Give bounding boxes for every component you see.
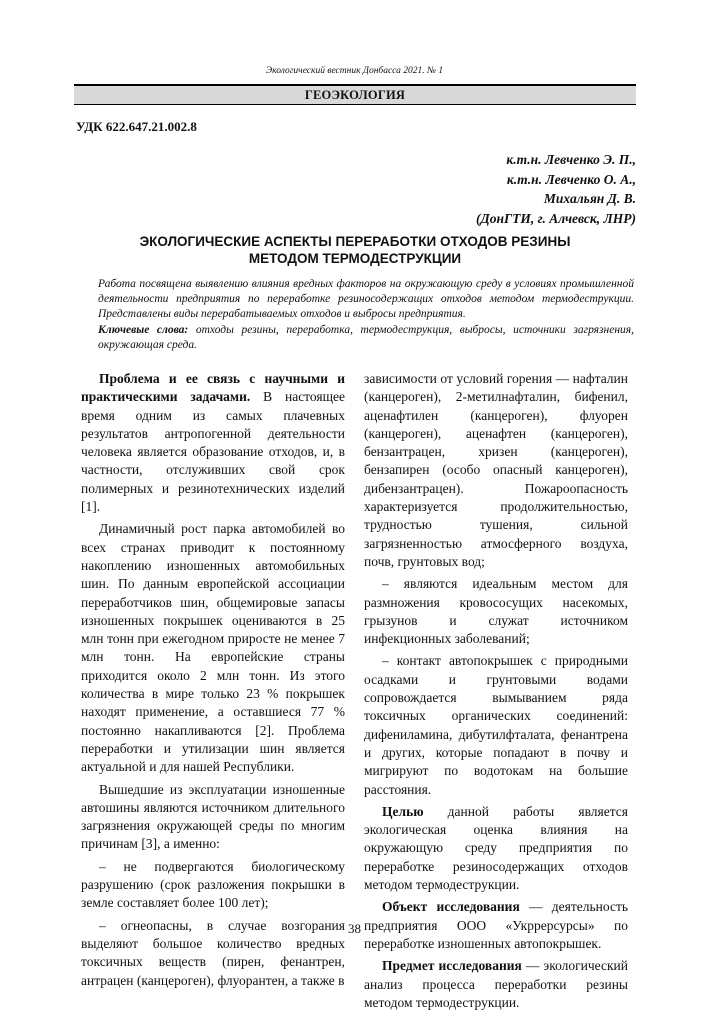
abstract: Работа посвящена выявлению влияния вредных факторов на окружающую среду в условиях промышленной деятельности предприятия по переработке резиносодержащих отходов методом термодеструкции. Представлены виды перерабатываемых отходов и выбросы предприятия. [98, 278, 634, 321]
page-number: 38 [348, 921, 361, 936]
paragraph-text: данной работы является экологическая оценка влияния на окружающую среду предприятия по переработке резиносодержащих отходов методом термодеструкции. [364, 803, 628, 893]
keywords-label: Ключевые слова: [98, 324, 189, 336]
paragraph: зависимости от условий горения — нафталин (канцероген), 2-метилнафталин, бифенил, аценафтилен (канцероген), флуорен (канцероген), аценафтен (канцероген), бензантрацен, хризен (канцероген), бензапирен (особо опасный канцероген), дибензантрацен). Пожароопасность характеризуется продолжительностью, трудностью тушения, сильной загрязненностью атмосферного воздуха, почв, грунтовых вод; [364, 371, 628, 569]
left-column [81, 370, 345, 994]
title-line: ЭКОЛОГИЧЕСКИЕ АСПЕКТЫ ПЕРЕРАБОТКИ ОТХОДОВ РЕЗИНЫ [139, 234, 571, 249]
paragraph-text: В настоящее время одним из самых плачевных результатов антропогенной деятельности человека является образование отходов, и, в частности, отслуживших свой срок полимерных и резинотехнических изделий [1]. [81, 389, 345, 515]
journal-header: Экологический вестник Донбасса 2021. № 1 [265, 66, 444, 76]
affiliation: (ДонГТИ, г. Алчевск, ЛНР) [476, 210, 636, 226]
paragraph: – огнеопасны, в случае возгорания выделяют большое количество вредных токсичных веществ (пирен, фенантрен, антрацен (канцероген), флуорантен, а также в [81, 917, 345, 988]
paragraph-heading: Объект исследования [382, 899, 520, 915]
keywords [98, 323, 634, 353]
article-title [74, 233, 636, 267]
udk-code: УДК 622.647.21.002.8 [76, 119, 197, 134]
author-line: к.т.н. Левченко О. А., [506, 171, 636, 187]
paragraph: – не подвергаются биологическому разрушению (срок разложения покрышки в земле составляет более 100 лет); [81, 858, 345, 911]
section-heading: ГЕОЭКОЛОГИЯ [74, 86, 636, 104]
paragraph-heading: Проблема и ее связь с научными и практическими задачами. [81, 371, 345, 405]
paragraph-text: — экологический анализ процесса переработки резины методом термодеструкции. [364, 958, 629, 1010]
paragraph-text: — деятельность предприятия ООО «Укррерсурсы» по переработке изношенных автопокрышек. [364, 899, 628, 951]
paragraph: – контакт автопокрышек с природными осадками и грунтовыми водами сопровождается вымыванием ряда токсичных органических соединений: дифениламина, дибутилфталата, фенантрена и других, которые попадают в почву и мигрируют по водотокам на большие расстояния. [364, 653, 628, 797]
paragraph: – являются идеальным местом для размножения кровососущих насекомых, грызунов и служат источником инфекционных заболеваний; [364, 576, 628, 647]
paragraph-heading: Предмет исследования [382, 958, 522, 974]
paragraph [364, 803, 628, 894]
paragraph: Динамичный рост парка автомобилей во всех странах приводит к постоянному накоплению изношенных автомобильных шин. По данным европейской ассоциации переработчиков шин, общемировые запасы изношенных покрышек оцениваются в 25 млн тонн при ежегодном приросте не менее 7 млн тонн. На европейские страны приходится около 2 млн тонн. Из этого количества в мире только 23 % покрышек находят применение, а оставшиеся 77 % постоянно накапливаются [2]. Проблема переработки и утилизации шин является актуальной и для нашей Республики. [81, 521, 345, 775]
authors-block [476, 150, 636, 228]
right-column [364, 370, 628, 1016]
bottom-rule [74, 104, 636, 105]
paragraph: Вышедшие из эксплуатации изношенные автошины являются источником длительного загрязнения окружающей среды по многим причинам [3], а именно: [81, 781, 345, 852]
paragraph-heading: Целью [382, 803, 424, 819]
author-line: к.т.н. Левченко Э. П., [506, 152, 636, 167]
author-line: Михальян Д. В. [543, 191, 636, 206]
title-line: МЕТОДОМ ТЕРМОДЕСТРУКЦИИ [248, 251, 462, 266]
keywords-text: отходы резины, переработка, термодеструкция, выбросы, источники загрязнения, окружающая среда. [98, 324, 634, 352]
paragraph [81, 370, 345, 516]
